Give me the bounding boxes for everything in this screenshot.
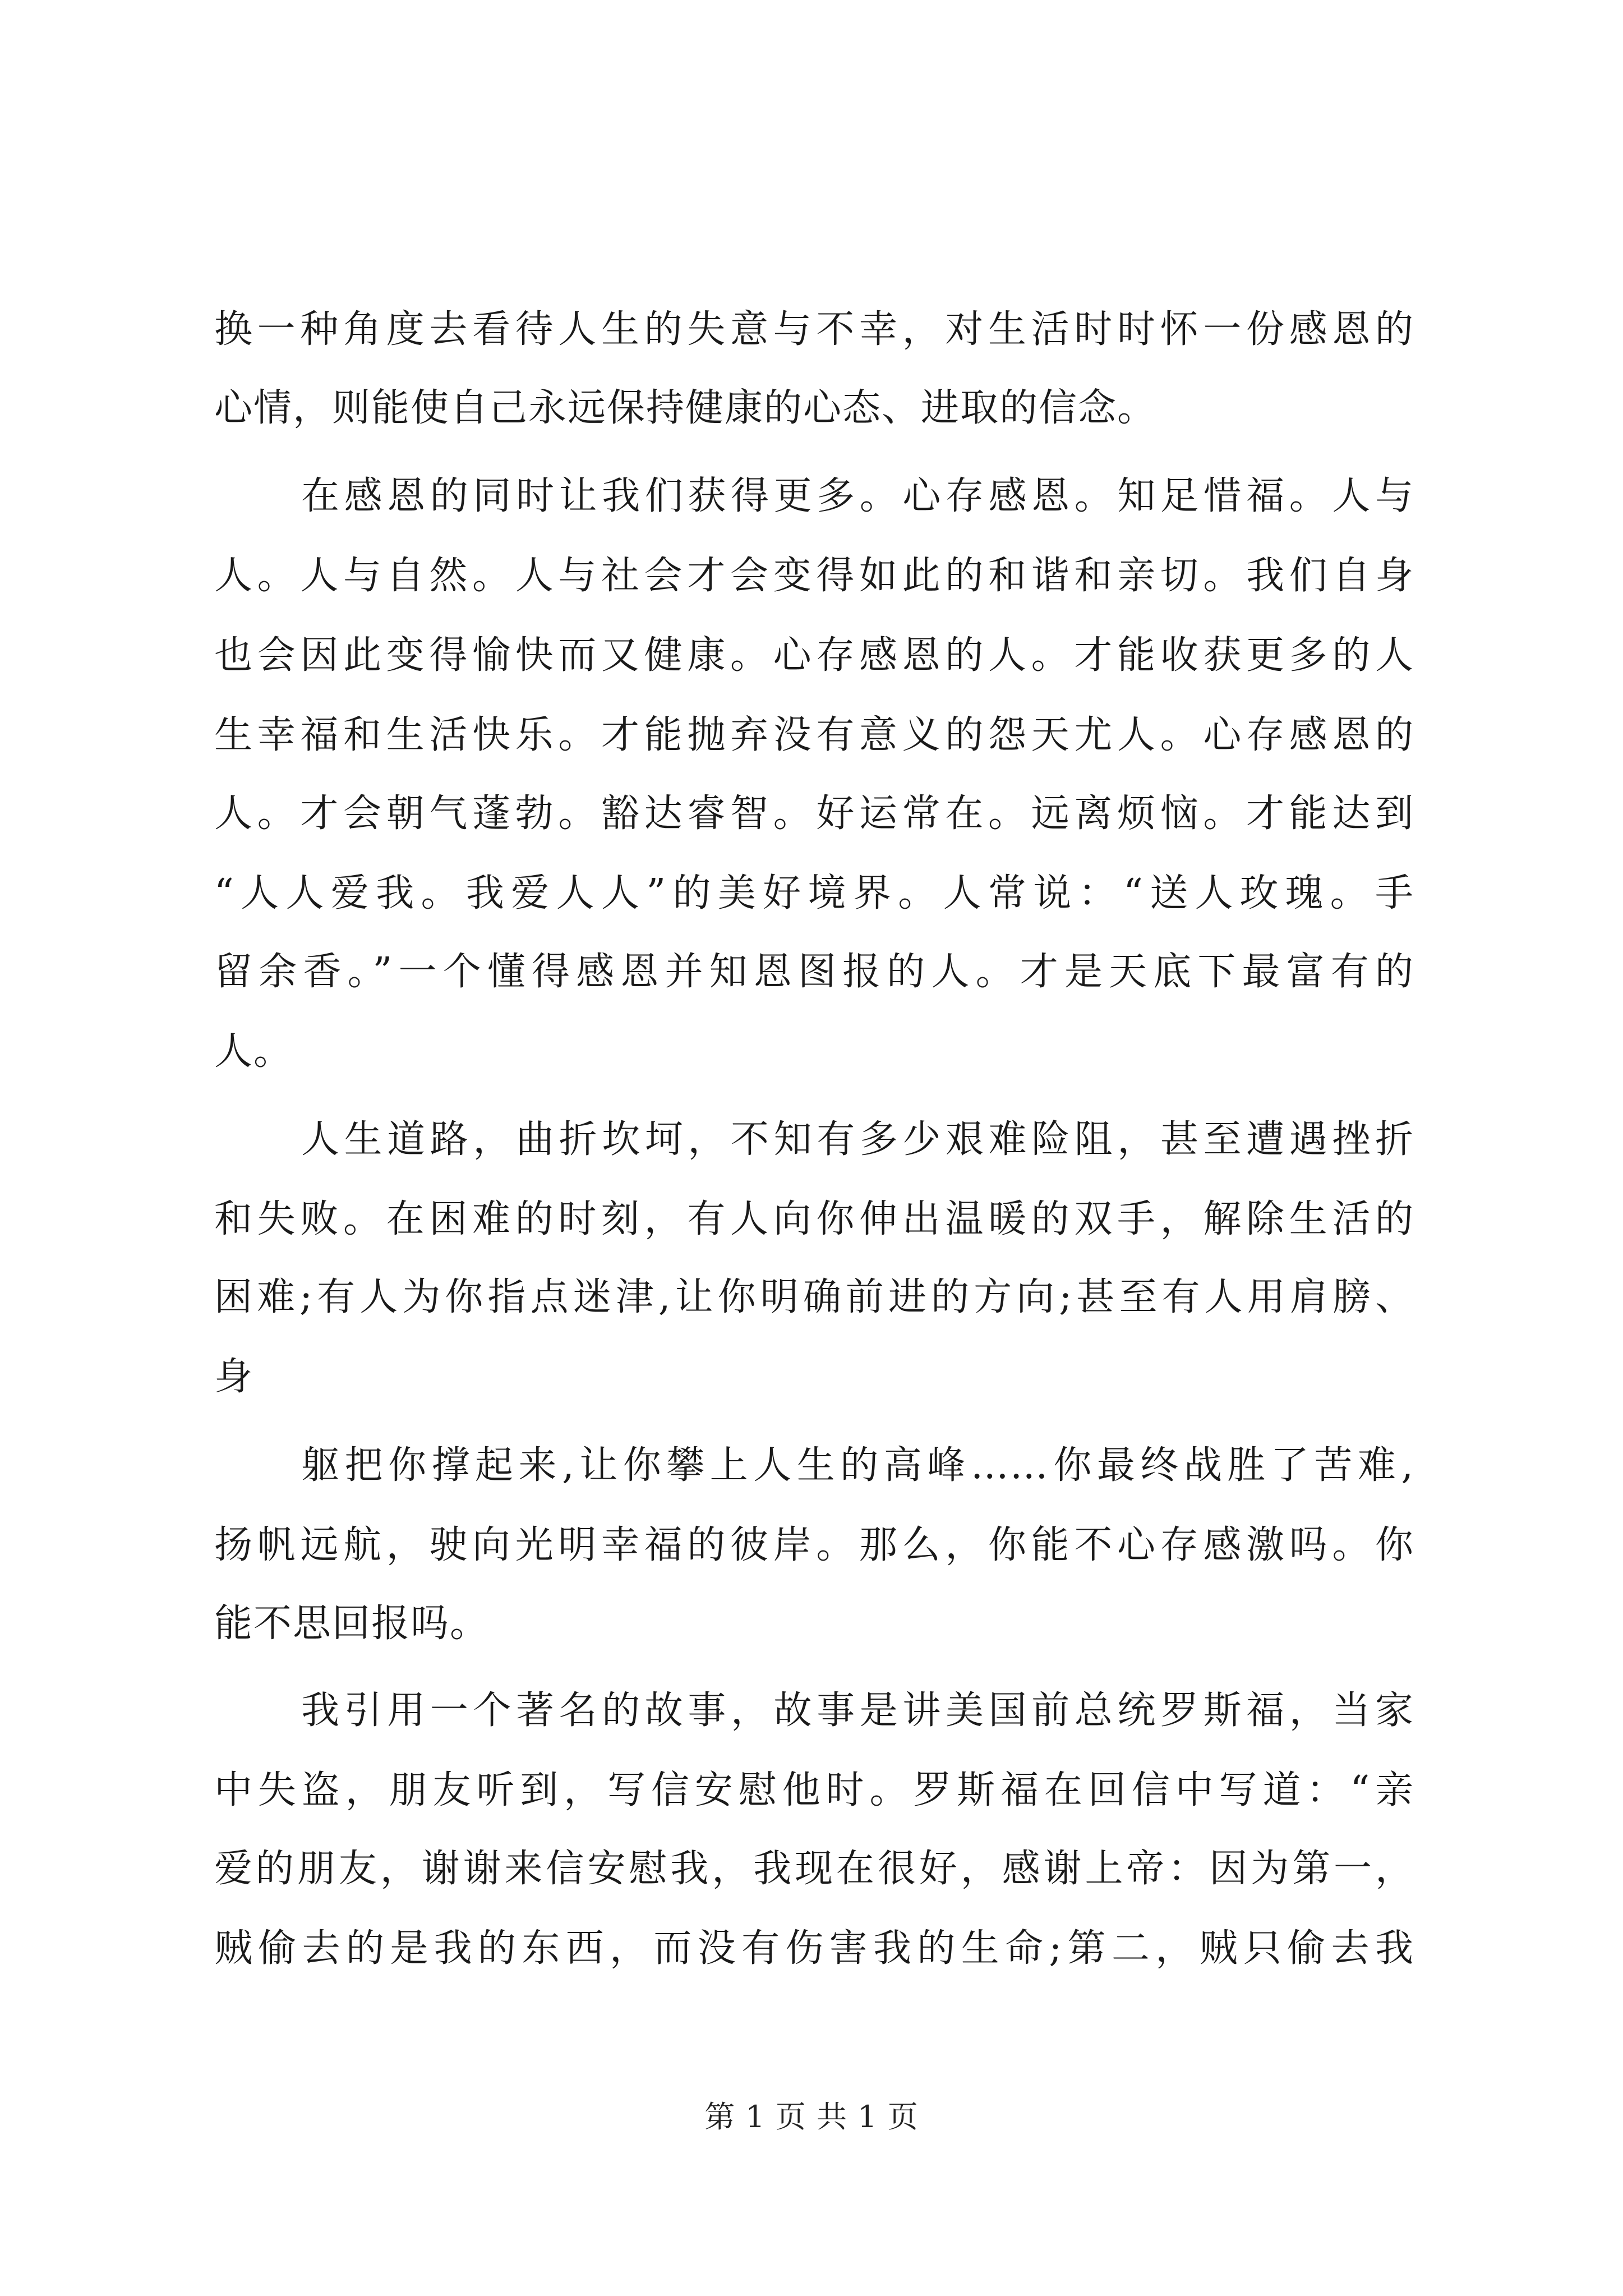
body-text-line: 换一种角度去看待人生的失意与不幸，对生活时时怀一份感恩的 bbox=[214, 307, 1414, 352]
body-text-line: “人人爱我。我爱人人”的美好境界。人常说：“送人玫瑰。手 bbox=[214, 871, 1414, 915]
body-text-line: 人。 bbox=[214, 1029, 293, 1074]
body-text-line: 贼偷去的是我的东西，而没有伤害我的生命;第二，贼只偷去我 bbox=[214, 1926, 1414, 1971]
body-text-line: 人。才会朝气蓬勃。豁达睿智。好运常在。远离烦恼。才能达到 bbox=[214, 792, 1414, 836]
body-text-line: 爱的朋友，谢谢来信安慰我，我现在很好，感谢上帝：因为第一， bbox=[214, 1847, 1414, 1891]
body-text-line: 身 bbox=[214, 1355, 254, 1399]
paragraph-first-line: 躯把你撑起来,让你攀上人生的高峰……你最终战胜了苦难, bbox=[301, 1443, 1414, 1488]
body-text-line: 困难;有人为你指点迷津,让你明确前进的方向;甚至有人用肩膀、 bbox=[214, 1275, 1414, 1319]
paragraph-first-line: 在感恩的同时让我们获得更多。心存感恩。知足惜福。人与 bbox=[301, 474, 1414, 518]
body-text-line: 中失盗，朋友听到，写信安慰他时。罗斯福在回信中写道：“亲 bbox=[214, 1768, 1414, 1812]
body-text-line: 也会因此变得愉快而又健康。心存感恩的人。才能收获更多的人 bbox=[214, 633, 1414, 678]
body-text-line: 能不思回报吗。 bbox=[214, 1602, 490, 1646]
body-text-line: 人。人与自然。人与社会才会变得如此的和谐和亲切。我们自身 bbox=[214, 554, 1414, 598]
body-text-line: 心情，则能使自己永远保持健康的心态、进取的信念。 bbox=[214, 386, 1157, 430]
body-text-line: 留余香。”一个懂得感恩并知恩图报的人。才是天底下最富有的 bbox=[214, 950, 1414, 994]
page-number-footer: 第 1 页 共 1 页 bbox=[704, 2099, 919, 2134]
paragraph-first-line: 人生道路，曲折坎坷，不知有多少艰难险阻，甚至遭遇挫折 bbox=[301, 1117, 1414, 1162]
body-text-line: 生幸福和生活快乐。才能抛弃没有意义的怨天尤人。心存感恩的 bbox=[214, 713, 1414, 757]
body-text-line: 扬帆远航，驶向光明幸福的彼岸。那么，你能不心存感激吗。你 bbox=[214, 1523, 1414, 1567]
paragraph-first-line: 我引用一个著名的故事，故事是讲美国前总统罗斯福，当家 bbox=[301, 1688, 1414, 1733]
body-text-line: 和失败。在困难的时刻，有人向你伸出温暖的双手，解除生活的 bbox=[214, 1197, 1414, 1241]
